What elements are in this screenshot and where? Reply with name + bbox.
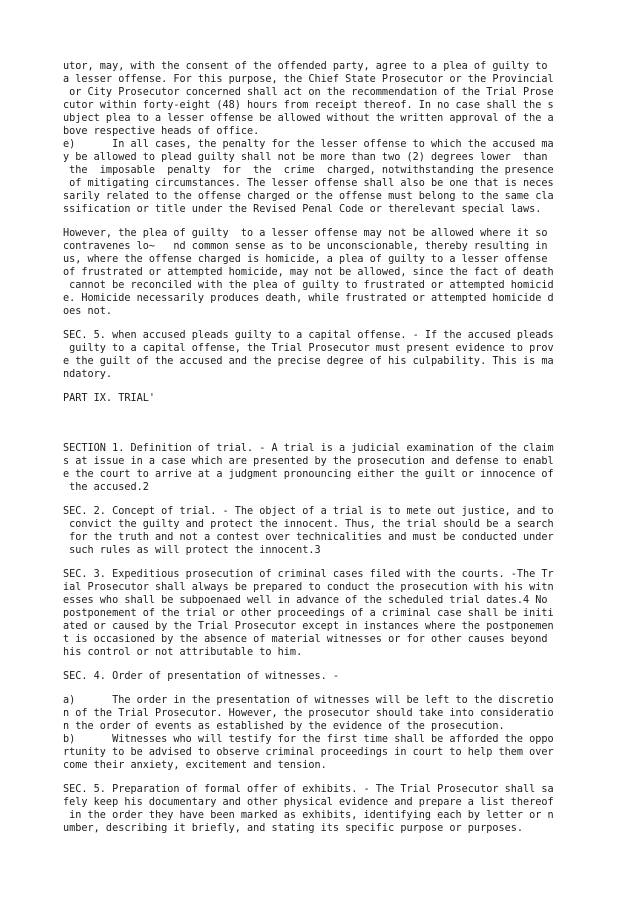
text-line: oes not. — [63, 306, 113, 317]
text-line: b) Witnesses who will testify for the first time shall be afforded the oppo — [63, 734, 554, 745]
text-line: n of the Trial Prosecutor. However, the prosecutor should take into consideratio — [63, 708, 554, 719]
text-line: utor, may, with the consent of the offended party, agree to a plea of guilty to — [63, 61, 548, 72]
text-line: a) The order in the presentation of witnesses will be left to the discretio — [63, 695, 554, 706]
text-line: SEC. 2. Concept of trial. - The object of a trial is to mete out justice, and to — [63, 506, 554, 517]
text-line: convict the guilty and protect the innocent. Thus, the trial should be a search — [63, 519, 554, 530]
text-line: guilty to a capital offense, the Trial Prosecutor must present evidence to prov — [63, 343, 554, 354]
text-line: SEC. 5. Preparation of formal offer of exhibits. - The Trial Prosecutor shall sa — [63, 784, 554, 795]
document-page — [63, 60, 583, 846]
text-line: However, the plea of guilty to a lesser offense may not be allowed where it so — [63, 228, 548, 239]
paragraph — [63, 329, 583, 381]
text-line: SECTION 1. Definition of trial. - A trial is a judicial examination of the claim — [63, 443, 554, 454]
text-line: ated or caused by the Trial Prosecutor except in instances where the postponemen — [63, 621, 554, 632]
text-line: t is occasioned by the absence of material witnesses or for other causes beyond — [63, 634, 548, 645]
text-line: of mitigating circumstances. The lesser offense shall also be one that is neces — [63, 178, 554, 189]
paragraph — [63, 783, 583, 835]
text-line: ssification or title under the Revised Penal Code or therelevant special laws. — [63, 204, 542, 215]
text-line: such rules as will protect the innocent.3 — [63, 545, 321, 556]
text-line: e. Homicide necessarily produces death, while frustrated or attempted homicide d — [63, 293, 554, 304]
text-line: PART IX. TRIAL' — [63, 393, 156, 404]
text-line: y be allowed to plead guilty shall not be more than two (2) degrees lower than — [63, 152, 548, 163]
text-line: rtunity to be advised to observe criminal proceedings in court to help them over — [63, 747, 554, 758]
text-line: n the order of events as established by the evidence of the prosecution. — [63, 721, 505, 732]
paragraph — [63, 670, 583, 683]
paragraph — [63, 442, 583, 494]
paragraph — [63, 694, 583, 772]
text-line: come their anxiety, excitement and tension. — [63, 760, 327, 771]
text-line: fely keep his documentary and other physical evidence and prepare a list thereof — [63, 797, 554, 808]
text-line: us, where the offense charged is homicide, a plea of guilty to a lesser offense — [63, 254, 548, 265]
text-line: esses who shall be subpoenaed well in advance of the scheduled trial dates.4 No — [63, 595, 548, 606]
paragraph — [63, 60, 583, 138]
text-line: SEC. 4. Order of presentation of witnesses. - — [63, 671, 340, 682]
text-line: ndatory. — [63, 369, 113, 380]
text-line: ial Prosecutor shall always be prepared to conduct the prosecution with his witn — [63, 582, 554, 593]
text-line: cutor within forty-eight (48) hours from receipt thereof. In no case shall the s — [63, 100, 554, 111]
text-line: a lesser offense. For this purpose, the Chief State Prosecutor or the Provincial — [63, 74, 554, 85]
text-line: of frustrated or attempted homicide, may not be allowed, since the fact of death — [63, 267, 554, 278]
paragraph — [63, 505, 583, 557]
section-heading — [63, 392, 583, 405]
text-line: the imposable penalty for the crime charged, notwithstanding the presence — [63, 165, 554, 176]
text-line: ubject plea to a lesser offense be allowed without the written approval of the a — [63, 113, 554, 124]
text-line: his control or not attributable to him. — [63, 647, 303, 658]
text-line: s at issue in a case which are presented by the prosecution and defense to enabl — [63, 456, 554, 467]
text-line: SEC. 5. when accused pleads guilty to a capital offense. - If the accused pleads — [63, 330, 554, 341]
text-line: SEC. 3. Expeditious prosecution of criminal cases filed with the courts. -The Tr — [63, 569, 554, 580]
text-line: e the guilt of the accused and the precise degree of his culpability. This is ma — [63, 356, 554, 367]
text-line: cannot be reconciled with the plea of guilty to frustrated or attempted homicid — [63, 280, 554, 291]
paragraph — [63, 138, 583, 216]
text-line: umber, describing it briefly, and stating its specific purpose or purposes. — [63, 823, 524, 834]
text-line: e the court to arrive at a judgment pronouncing either the guilt or innocence of — [63, 469, 554, 480]
text-line: postponement of the trial or other proceedings of a criminal case shall be initi — [63, 608, 554, 619]
paragraph — [63, 568, 583, 659]
paragraph — [63, 227, 583, 318]
text-line: in the order they have been marked as exhibits, identifying each by letter or n — [63, 810, 554, 821]
text-line: bove respective heads of office. — [63, 126, 260, 137]
text-line: contravenes lo~ nd common sense as to be unconscionable, thereby resulting in — [63, 241, 548, 252]
text-line: or City Prosecutor concerned shall act on the recommendation of the Trial Prose — [63, 87, 554, 98]
text-line: for the truth and not a contest over technicalities and must be conducted under — [63, 532, 554, 543]
text-line: e) In all cases, the penalty for the lesser offense to which the accused ma — [63, 139, 554, 150]
text-line: the accused.2 — [63, 482, 149, 493]
text-line: sarily related to the offense charged or the offense must belong to the same cla — [63, 191, 554, 202]
